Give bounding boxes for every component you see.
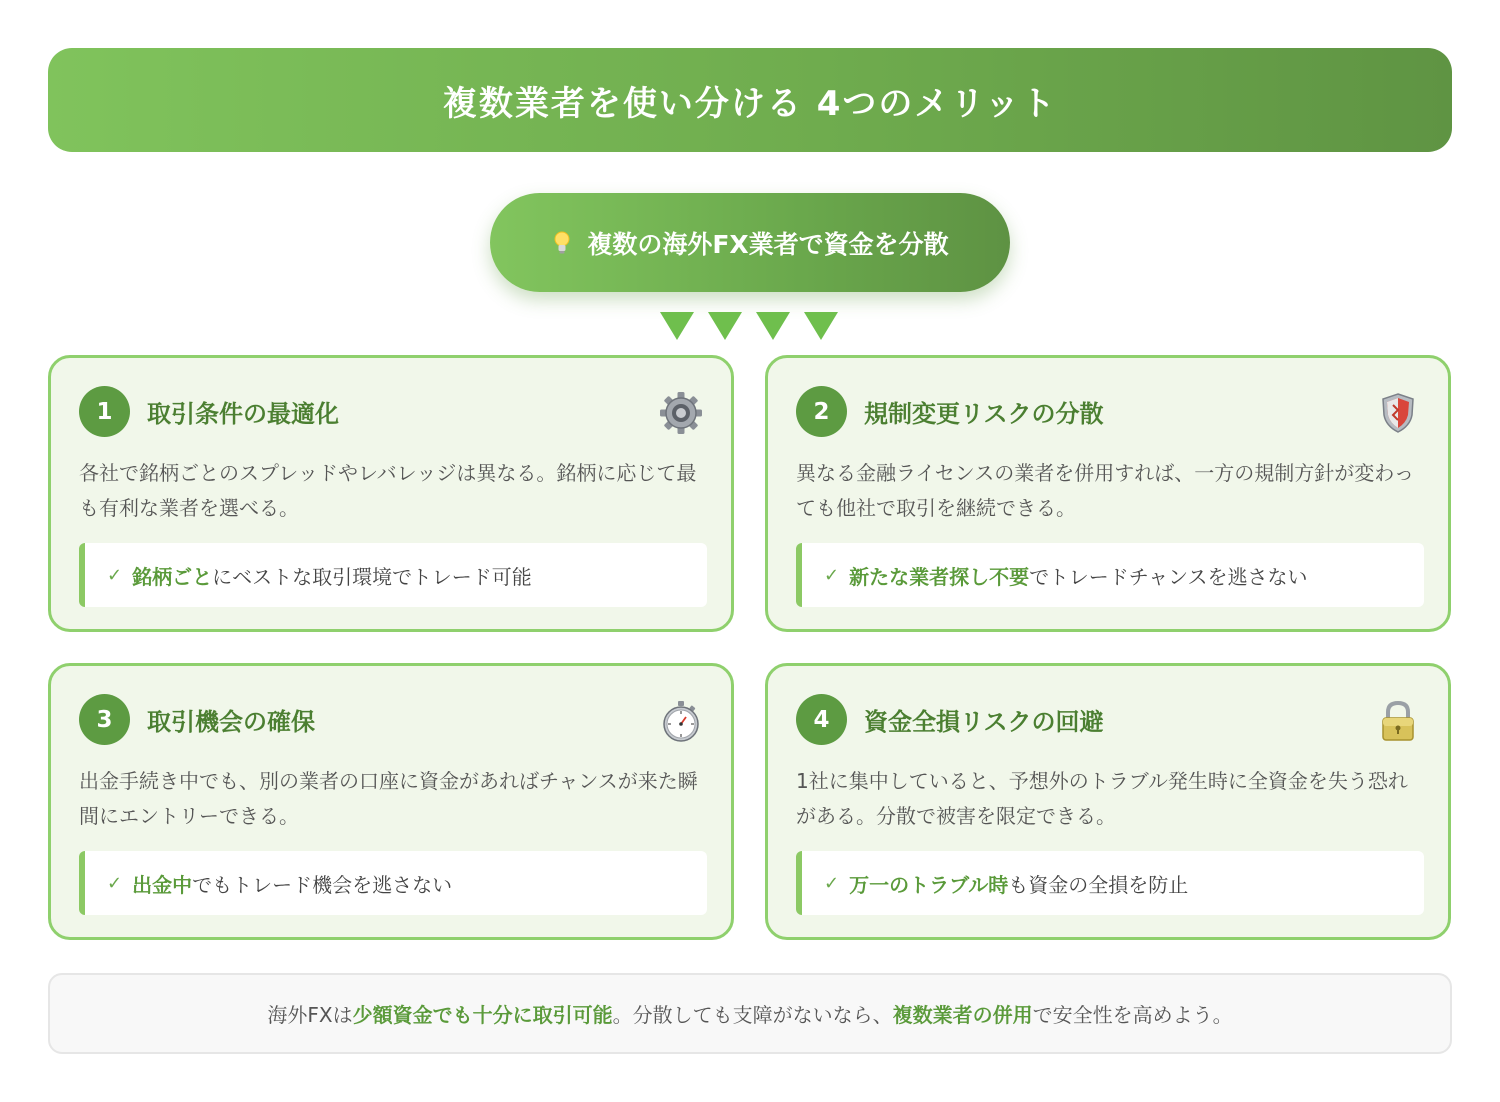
lightbulb-icon [551, 230, 573, 256]
card-description: 各社で銘柄ごとのスプレッドやレバレッジは異なる。銘柄に応じて最も有利な業者を選べる。 [79, 461, 697, 520]
down-arrow-icon [804, 312, 838, 340]
footer-text: 海外FXは [267, 1003, 353, 1027]
merit-card-1 [48, 355, 734, 632]
card-number: 4 [796, 694, 847, 745]
down-arrow-icon [756, 312, 790, 340]
card-description: 異なる金融ライセンスの業者を併用すれば、一方の規制方針が変わっても他社で取引を継続できる。 [796, 461, 1414, 520]
card-number: 1 [79, 386, 130, 437]
lock-icon [1376, 699, 1420, 743]
card-point [79, 851, 707, 915]
point-text: でもトレード機会を逃さない [192, 872, 453, 897]
down-arrow-icon [708, 312, 742, 340]
footer-highlight: 少額資金でも十分に取引可能 [352, 1003, 613, 1027]
card-point [796, 851, 1424, 915]
footer-text: 。分散しても支障がないなら、 [612, 1003, 893, 1027]
point-highlight: 新たな業者探し不要 [849, 564, 1030, 589]
card-title: 取引条件の最適化 [147, 400, 339, 428]
card-number: 2 [796, 386, 847, 437]
card-title: 資金全損リスクの回避 [864, 708, 1104, 736]
card-title: 取引機会の確保 [147, 708, 315, 736]
check-icon: ✓ [107, 564, 123, 586]
stopwatch-icon [659, 699, 703, 743]
summary-pill [490, 193, 1010, 292]
header-title: 複数業者を使い分ける 4つのメリット [442, 83, 1058, 124]
point-text: にベストな取引環境でトレード可能 [212, 564, 532, 589]
shield-icon [1376, 391, 1420, 435]
check-icon: ✓ [824, 872, 840, 894]
card-number: 3 [79, 694, 130, 745]
down-arrow-icon [660, 312, 694, 340]
summary-pill-text: 複数の海外FX業者で資金を分散 [587, 229, 949, 259]
footer-text: で安全性を高めよう。 [1032, 1003, 1233, 1027]
point-text: でトレードチャンスを逃さない [1029, 564, 1308, 589]
check-icon: ✓ [824, 564, 840, 586]
point-text: も資金の全損を防止 [1008, 872, 1189, 897]
gear-icon [659, 391, 703, 435]
card-description: 1社に集中していると、予想外のトラブル発生時に全資金を失う恐れがある。分散で被害を限定できる。 [796, 769, 1408, 828]
card-description: 出金手続き中でも、別の業者の口座に資金があればチャンスが来た瞬間にエントリーできる。 [79, 769, 698, 828]
point-highlight: 出金中 [132, 872, 193, 897]
merit-card-2 [765, 355, 1451, 632]
card-point [79, 543, 707, 607]
down-arrows [660, 312, 840, 342]
point-highlight: 銘柄ごと [132, 564, 213, 589]
check-icon: ✓ [107, 872, 123, 894]
footer-note [48, 973, 1452, 1054]
merit-card-4 [765, 663, 1451, 940]
merit-card-3 [48, 663, 734, 940]
card-point [796, 543, 1424, 607]
footer-highlight: 複数業者の併用 [892, 1003, 1033, 1027]
point-highlight: 万一のトラブル時 [849, 872, 1009, 897]
card-title: 規制変更リスクの分散 [864, 400, 1104, 428]
header-banner [48, 48, 1452, 152]
